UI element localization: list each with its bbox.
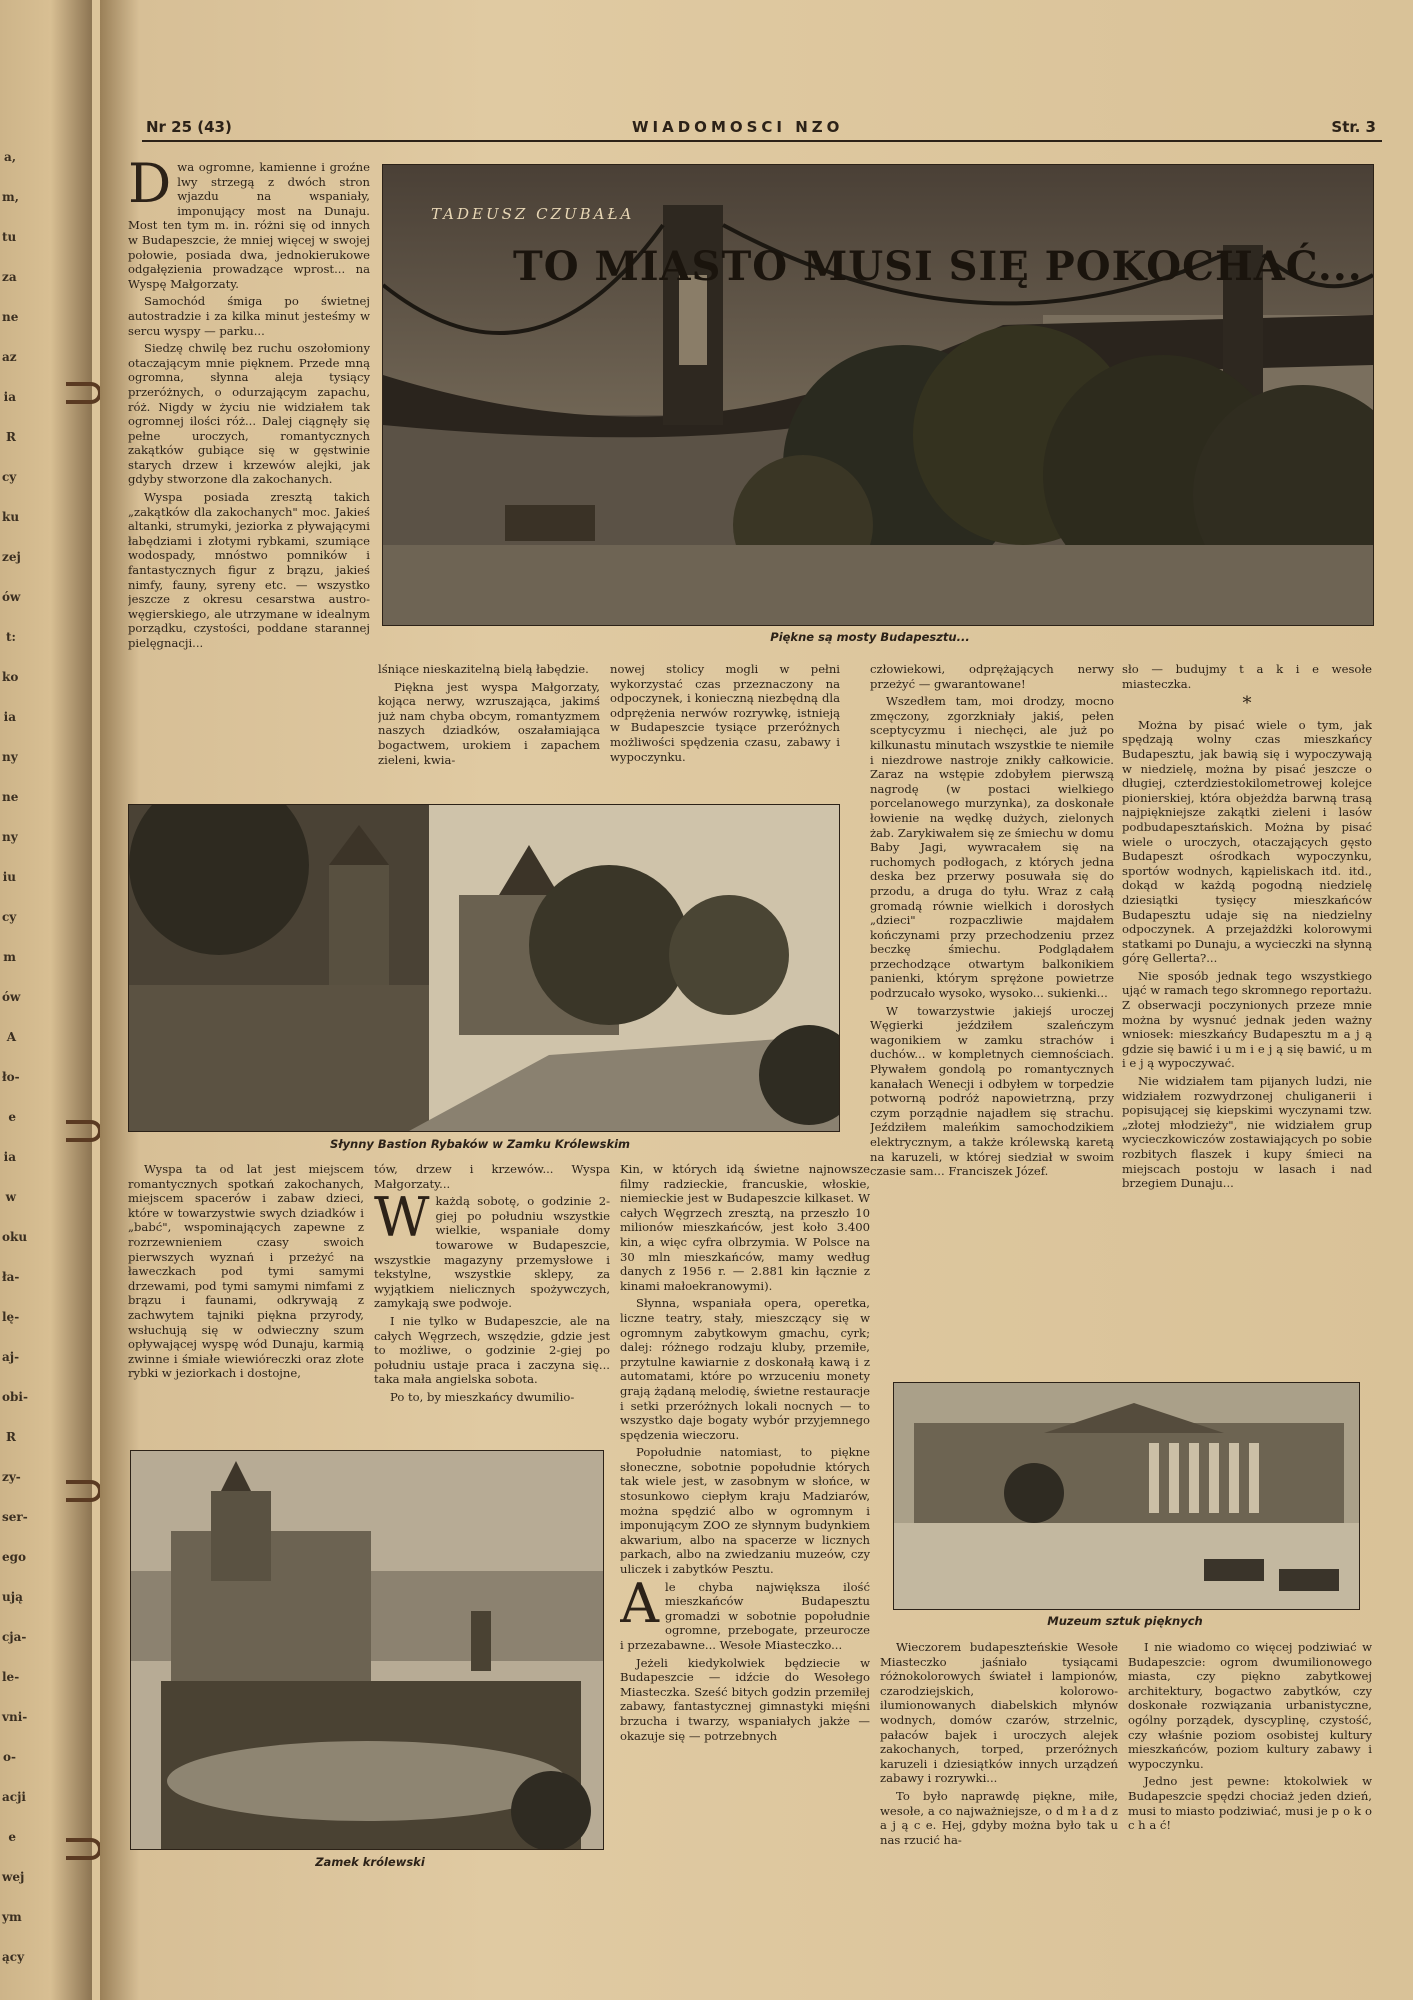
left-page-fragment: ia (3, 390, 16, 404)
left-page-fragment: oku (2, 1230, 28, 1244)
caption-bastion: Słynny Bastion Rybaków w Zamku Królewskim (329, 1137, 631, 1151)
column-6 (128, 1162, 364, 1444)
dropcap-a: A (620, 1571, 659, 1635)
left-page-fragment: ego (2, 1550, 27, 1564)
paragraph: Piękna jest wyspa Małgorzaty, kojąca nerwy, wzruszająca, jakimś już nam chyba obcym, romantyzmem naszych dziadków, oszałamiająca bogactwem, urokiem i zapachem zieleni, kwia- (378, 679, 600, 767)
left-page-fragment: cy (2, 910, 17, 924)
paragraph: tów, drzew i krzewów... Wyspa Małgorzaty... (374, 1162, 610, 1191)
paragraph: wa ogromne, kamienne i groźne lwy strzegą z dwóch stron wjazdu na wspaniały, imponujący most na Dunaju. Most ten tym m. in. różni się od innych w Budapeszcie, że mniej więcej w swojej połowie, posiada dwa, jednokierukowe odgałęzienia prowadzące wprost... na Wyspę Małgorzaty. (128, 160, 370, 291)
binding-ring (66, 1120, 102, 1142)
article-title: TO MIASTO MUSI SIĘ POKOCHAĆ... (513, 243, 1363, 290)
left-page-fragment: za (2, 270, 17, 284)
left-page-fragment: ne (2, 790, 19, 804)
left-page-fragment: cja- (2, 1630, 27, 1644)
left-page-fragment: R (6, 430, 16, 444)
left-page-fragment: ia (3, 1150, 16, 1164)
section-separator: * (1242, 693, 1252, 715)
left-page-fragment: zy- (2, 1470, 21, 1484)
left-page-fragment: e (8, 1110, 16, 1124)
paragraph: sło — budujmy t a k i e wesołe miasteczka. (1122, 662, 1372, 691)
publication-name: WIADOMOSCI NZO (632, 118, 844, 136)
left-page-fragment: R (6, 1430, 16, 1444)
binding-ring (66, 1480, 102, 1502)
left-page-fragment: t: (6, 630, 16, 644)
left-page-fragment: ny (2, 830, 18, 844)
dropcap-w: W (374, 1186, 430, 1250)
left-page-fragment: zej (2, 550, 21, 564)
museum-illustration (894, 1383, 1359, 1609)
left-page-fragment: ko (2, 670, 19, 684)
paragraph: Popołudnie natomiast, to piękne słoneczne, sobotnie popołudnie których tak wiele jest, w zasobnym w słońce, w stosunkowo ciepłym kraju Madziarów, można spędzić albo w ogromnym i imponującym ZOO ze słynnym budynkiem akwarium, albo na spacerze w licznych parkach, albo na zwiedzaniu muzeów, czy uliczek i zabytków Pesztu. (620, 1445, 870, 1577)
left-page-fragment: le- (2, 1670, 20, 1684)
left-page-fragment: vni- (2, 1710, 28, 1724)
paragraph: lśniące nieskazitelną bielą łabędzie. (378, 662, 589, 676)
left-page-fragment: lę- (2, 1310, 20, 1324)
paragraph: Słynna, wspaniała opera, operetka, liczne teatry, stały, mieszczący się w ogromnym zabytkowym gmachu, cyrk; dalej: różnego rodzaju kluby, przemiłe, przytulne kawiarnie z doskonałą kawą i z automatami, które po wrzuceniu monety grają żądaną melodię, świetne restauracje i setki przeróżnych lokali nocnych — to wszystko daje bogaty wybór przyjemnego spędzenia wieczoru. (620, 1296, 870, 1442)
article-author: TADEUSZ CZUBAŁA (431, 205, 635, 223)
issue-number: Nr 25 (43) (146, 118, 232, 136)
left-page-fragment: cy (2, 470, 17, 484)
hero-photo-bridge (382, 164, 1374, 626)
paragraph: Wszedłem tam, moi drodzy, mocno zmęczony, zgorzkniały jakiś, pełen sceptycyzmu i niechęci, ale już po kilkunastu minutach wszystkie te niemiłe i niezdrowe nastroje znikły całkowicie. Zaraz na wstępie zdobyłem pierwszą nagrodę (w postaci wielkiego porcelanowego murzynka), za doskonałe łowienie na wędkę dużych, zielonych żab. Zarykiwałem się ze śmiechu w domu Baby Jagi, wywracałem się na ruchomych podłogach, z których jedna deska bez przerwy posuwała się do przodu, a druga do tyłu. Wraz z całą gromadą równie wielkich i dorosłych „dzieci" rozpaczliwie majdałem kończynami przy przechodzeniu przez beczkę śmiechu. Podglądałem przechodzące otwartym balkonikiem panienki, którym sprężone powietrze podrzucało wysoko, wysoko... sukienki... (870, 694, 1114, 1001)
castle-illustration (131, 1451, 603, 1849)
page-header (142, 118, 1382, 142)
column-4 (870, 662, 1114, 1374)
photo-museum-fine-arts (893, 1382, 1360, 1610)
column-8 (620, 1162, 870, 1982)
left-page-fragment: ła- (2, 1270, 20, 1284)
caption-castle: Zamek królewski (315, 1855, 425, 1869)
binding-ring (66, 1838, 102, 1860)
left-page-fragment: ser- (2, 1510, 28, 1524)
paragraph: nowej stolicy mogli w pełni wykorzystać czas przeznaczony na odpoczynek, i konieczną niezbędną dla odprężenia nerwów rozrywkę, istnieją w Budapeszcie tysiące przeróżnych możliwości spędzenia czasu, zabawy i wypoczynku. (610, 662, 840, 764)
dropcap-d: D (128, 160, 172, 215)
left-page-fragment: ne (2, 310, 19, 324)
column-3 (610, 662, 840, 794)
left-page-fragment: ło- (2, 1070, 20, 1084)
column-5 (1122, 662, 1372, 1374)
paragraph: Samochód śmiga po świetnej autostradzie i za kilka minut jesteśmy w sercu wyspy — parku... (128, 294, 370, 338)
bastion-illustration (129, 805, 839, 1131)
page-number: Str. 3 (1331, 118, 1376, 136)
left-page-edge (0, 0, 92, 2000)
left-page-fragment: tu (2, 230, 17, 244)
left-page-fragment: ów (2, 590, 21, 604)
left-page-fragment: ny (2, 750, 18, 764)
paragraph: Jeżeli kiedykolwiek będziecie w Budapeszcie — idźcie do Wesołego Miasteczka. Sześć bitych godzin przemiłej zabawy, fantastycznej gimnastyki mięśni brzucha i twarzy, wspaniałych jakże — okazuje się — potrzebnych (620, 1655, 870, 1743)
paragraph: Wyspa posiada zresztą takich „zakątków dla zakochanych" moc. Jakieś altanki, strumyki, jeziorka z pływającymi łabędziami i złotymi rybkami, szumiące wodospady, mnóstwo pomników i fantastycznych figur z brązu, jakieś nimfy, fauny, syreny etc. — wszystko jeszcze z okresu cesarstwa austro-węgierskiego, ale utrzymane w idealnym porządku, czystości, poddane starannej pielęgnacji... (128, 490, 370, 650)
binding-ring (66, 382, 102, 404)
caption-museum: Muzeum sztuk pięknych (1047, 1614, 1203, 1628)
left-page-fragment: ący (2, 1950, 25, 1964)
paragraph: Jedno jest pewne: ktokolwiek w Budapeszcie spędzi chociaż jeden dzień, musi to miasto podziwiać, musi je p o k o c h a ć! (1128, 1774, 1372, 1833)
paragraph: Po to, by mieszkańcy dwumilio- (390, 1389, 575, 1404)
left-page-fragment: ów (2, 990, 21, 1004)
column-10 (1128, 1640, 1372, 1980)
left-page-fragment: e (8, 1830, 16, 1844)
paragraph: Nie sposób jednak tego wszystkiego ująć w ramach tego skromnego reportażu. Z obserwacji poczynionych przeze mnie można by wysnuć jednak jeden ważny wniosek: mieszkańcy Budapesztu m a j ą gdzie się bawić i u m i e j ą się bawić, u m i e j ą wypoczywać. (1122, 968, 1372, 1071)
left-page-fragment: m, (2, 190, 19, 204)
caption-bridge: Piękne są mosty Budapesztu... (770, 630, 970, 644)
paragraph: człowiekowi, odprężających nerwy przeżyć — gwarantowane! (870, 662, 1114, 691)
left-page-fragment: ym (2, 1910, 22, 1924)
paragraph: W towarzystwie jakiejś uroczej Węgierki jeździłem szaleńczym wagonikiem w zamku strachów i duchów... w kompletnych ciemnościach. Pływałem gondolą po romantycznych kanałach Wenecji i odbyłem w torpedzie potworną podróż napowietrzną, przy czym porządnie najadłem się strachu. Jeździłem maleńkim samochodzikiem elektrycznym, a także królewską karetą na karuzeli, w której siedział w swoim czasie sam... Franciszek Józef. (870, 1003, 1114, 1179)
paragraph: Wieczorem budapeszteńskie Wesołe Miasteczko jaśniało tysiącami różnokolorowych świateł i lampionów, czarodziejskich, kolorowo-ilumionowanych diabelskich młynów wodnych, domów czarów, strzelnic, pałaców bajek i uroczych alejek zakochanych, torped, przeróżnych karuzeli i dziesiątków innych urządzeń zabawy i rozrywki... (880, 1640, 1118, 1786)
left-page-fragment: wej (2, 1870, 25, 1884)
left-page-fragment: obi- (2, 1390, 28, 1404)
left-page-fragment: acji (2, 1790, 26, 1804)
column-1 (128, 160, 370, 790)
left-page-fragment: ku (2, 510, 20, 524)
column-9 (880, 1640, 1118, 1980)
photo-royal-castle (130, 1450, 604, 1850)
left-page-fragment: a, (4, 150, 16, 164)
left-page-fragment: aj- (2, 1350, 20, 1364)
bridge-illustration (383, 165, 1373, 625)
paragraph: Można by pisać wiele o tym, jak spędzają wolny czas mieszkańcy Budapesztu, jak bawią się i wypoczywają w niedzielę, można by pisać jeszcze o długiej, czterdziestokilometrowej kolejce pionierskiej, która objeżdża barwną trasą najpiękniejsze zakątki zieleni i lasów podbudapesztańskich. Można by pisać wiele o uroczych, otaczających gęsto Budapeszt ośrodkach wypoczynku, sportów wodnych, kąpieliskach itd. itd., dokąd w każdą pogodną niedzielę dziesiątki tysięcy mieszkańców Budapesztu udaje się na niedzielny odpoczynek. A przejażdżki kolorowymi statkami po Dunaju, a wycieczki na słynną górę Gellerta?... (1122, 717, 1372, 966)
left-page-fragment: ia (3, 710, 16, 724)
left-page-fragment: ują (2, 1590, 23, 1604)
paragraph: Nie widziałem tam pijanych ludzi, nie widziałem rozwydrzonej chuliganerii i popisującej się kiepskimi wyczynami tzw. „złotej młodzieży", nie widziałem grup wycieczkowiczów zostawiających po sobie rozbitych flaszek i kupy śmieci na miejscach postoju w lasach i nad brzegiem Dunaju... (1122, 1074, 1372, 1191)
paragraph: każdą sobotę, o godzinie 2-giej po południu wszystkie wielkie, wspaniałe domy towarowe w Budapeszcie, wszystkie magazyny przemysłowe i tekstylne, wszystkie sklepy, za wyjątkiem nielicznych spożywczych, zamykają swe podwoje. (374, 1194, 610, 1311)
paragraph: I nie wiadomo co więcej podziwiać w Budapeszcie: ogrom dwumilionowego miasta, czy piękno zabytkowej architektury, bogactwo zabytków, czy doskonałe rozwiązania urbanistyczne, ogólny porządek, dyscyplinę, czystość, czy właśnie poziom osobistej kultury mieszkańców, poziom kultury zabawy i wypoczynku. (1128, 1640, 1372, 1771)
paragraph: I nie tylko w Budapeszcie, ale na całych Węgrzech, wszędzie, gdzie jest to możliwe, o godzinie 2-giej po południu ustaje praca i zaczyna się... taka mała angielska sobota. (374, 1313, 610, 1387)
column-7 (374, 1162, 610, 1444)
left-page-fragment: iu (2, 870, 16, 884)
left-page-fragment: A (6, 1030, 16, 1044)
paragraph: Siedzę chwilę bez ruchu oszołomiony otaczającym mnie pięknem. Przede mną ogromna, słynna aleja tysiący przeróżnych, o odurzającym zapachu, róż. Nigdy w życiu nie widziałem tak ogromnej ilości róż... Dalej ciągnęły się pełne uroczych, romantycznych zakątków gubiące się w gęstwinie starych drzew i krzewów alejki, jak gdyby stworzone dla zakochanych. (128, 341, 370, 487)
left-page-fragment: w (5, 1190, 16, 1204)
paragraph: Wyspa ta od lat jest miejscem romantycznych spotkań zakochanych, miejscem spacerów i zabaw dzieci, które w towarzystwie swych dziadków i „babć", wspominających zapewne z rozrzewnieniem czasy swoich pierwszych wyznań i przeżyć na ławeczkach pod tymi samymi drzewami, pod tymi samymi nimfami z brązu i faunami, odkrywają z zachwytem tajniki piękna przyrody, wsłuchują się w odwieczny szum opływającej wyspę wód Dunaju, karmią zwinne i śmiałe wiewióreczki oraz złote rybki w jeziorkach i dostojne, (128, 1162, 364, 1381)
left-page-fragment: o- (3, 1750, 16, 1764)
paragraph: Kin, w których idą świetne najnowsze filmy radzieckie, francuskie, włoskie, niemieckie jest w Budapeszcie kilkaset. W całych Węgrzech zresztą, na przeszło 10 milionów mieszkańców, jest koło 3.400 kin, a więc cyfra olbrzymia. W Polsce na 30 mln mieszkańców, mamy według danych z 1956 r. — 2.881 kin łącznie z kinami małoekranowymi). (620, 1162, 870, 1293)
left-page-fragment: az (2, 350, 17, 364)
paragraph: le chyba największa ilość mieszkańców Budapesztu gromadzi w sobotnie popołudnie ogromne, przebogate, przeurocze i przezabawne... Wesołe Miasteczko... (620, 1579, 870, 1652)
photo-fishermens-bastion (128, 804, 840, 1132)
paragraph: To było naprawdę piękne, miłe, wesołe, a co najważniejsze, o d m ł a d z a j ą c e. Hej, gdyby można było tak u nas rzucić ha- (880, 1788, 1118, 1847)
left-page-fragment: m (3, 950, 16, 964)
column-2 (378, 662, 600, 794)
